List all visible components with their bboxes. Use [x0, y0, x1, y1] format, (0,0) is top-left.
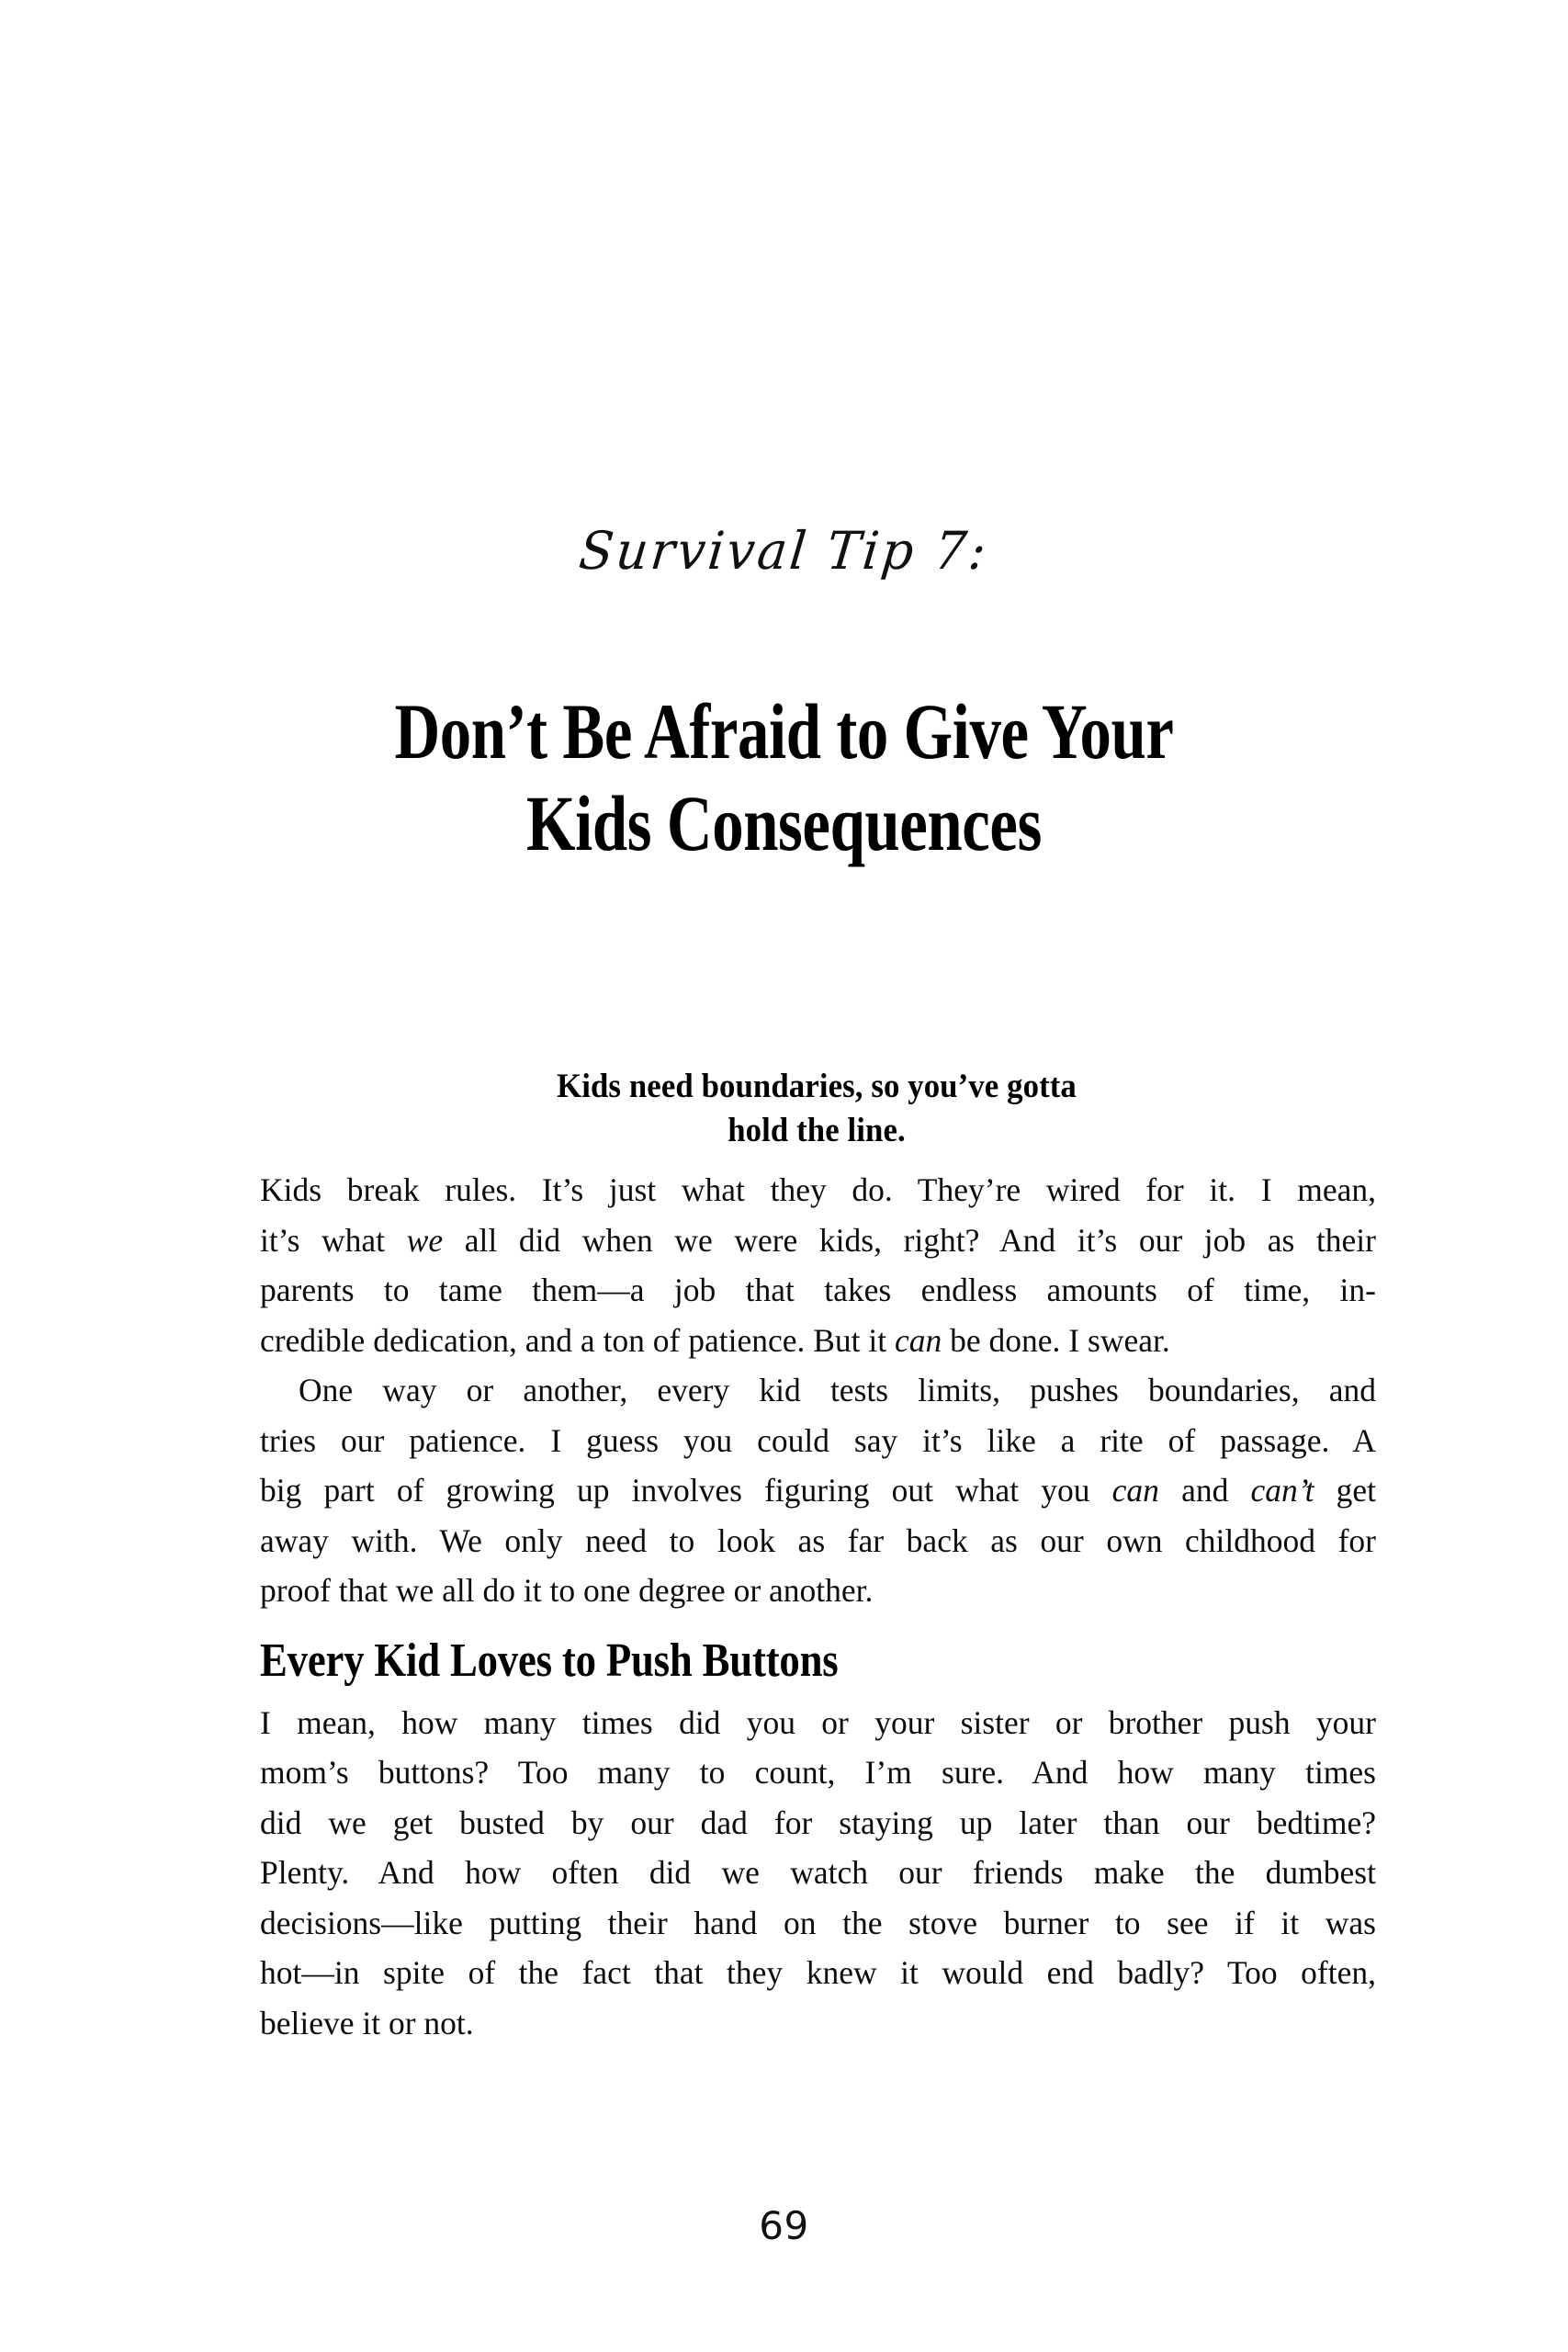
paragraph-3 [260, 1698, 1376, 2049]
chapter-deck [293, 1065, 1339, 1153]
paragraph-2 [260, 1365, 1376, 1616]
paragraph-1-line-2: it’s what we all did when we were kids, right? And it’s our job as their [260, 1221, 1376, 1259]
emphasis-cant: can’t [1250, 1472, 1314, 1509]
chapter-title [297, 685, 1272, 870]
paragraph-1-line-3: parents to tame them—a job that takes endless amounts of time, in- [260, 1272, 1376, 1308]
body-text-column [260, 1165, 1376, 2048]
paragraph-3-line-4: Plenty. And how often did we watch our friends make the dumbest [260, 1854, 1376, 1892]
paragraph-2-line-5: proof that we all do it to one degree or another. [260, 1572, 874, 1609]
paragraph-3-line-3: did we get busted by our dad for staying up later than our bedtime? [260, 1804, 1376, 1841]
chapter-deck-line-1: Kids need boundaries, so you’ve gotta [557, 1067, 1077, 1105]
paragraph-3-line-6: hot—in spite of the fact that they knew it would end badly? Too often, [260, 1954, 1376, 1992]
paragraph-2-line-2: tries our patience. I guess you could say it’s like a rite of passage. A [260, 1421, 1376, 1459]
page-number: 69 [759, 2203, 809, 2248]
chapter-title-line-2: Kids Consequences [526, 779, 1042, 868]
paragraph-2-line-4: away with. We only need to look as far back as our own childhood for [260, 1521, 1376, 1559]
emphasis-can-2: can [1111, 1472, 1159, 1509]
section-heading: Every Kid Loves to Push Buttons [260, 1634, 839, 1687]
paragraph-3-line-2: mom’s buttons? Too many to count, I’m sure. And how many times [260, 1754, 1376, 1792]
emphasis-can: can [895, 1321, 942, 1359]
paragraph-3-line-1: I mean, how many times did you or your sister or brother push your [260, 1703, 1376, 1741]
emphasis-we: we [406, 1221, 444, 1259]
chapter-title-line-1: Don’t Be Afraid to Give Your [394, 686, 1174, 775]
paragraph-1-line-1: Kids break rules. It’s just what they do. They’re wired for it. I mean, [260, 1171, 1376, 1208]
chapter-eyebrow: Survival Tip 7: [576, 520, 992, 582]
paragraph-1-line-4: credible dedication, and a ton of patience. But it can be done. I swear. [260, 1321, 1170, 1359]
paragraph-3-line-5: decisions—like putting their hand on the stove burner to see if it was [260, 1904, 1376, 1941]
paragraph-1 [260, 1165, 1376, 1365]
chapter-deck-line-2: hold the line. [728, 1111, 906, 1149]
paragraph-3-line-7: believe it or not. [260, 2004, 474, 2041]
paragraph-2-line-3: big part of growing up involves figuring out what you can and can’t get [260, 1472, 1376, 1509]
paragraph-2-line-1: One way or another, every kid tests limits, pushes boundaries, and [299, 1372, 1376, 1408]
